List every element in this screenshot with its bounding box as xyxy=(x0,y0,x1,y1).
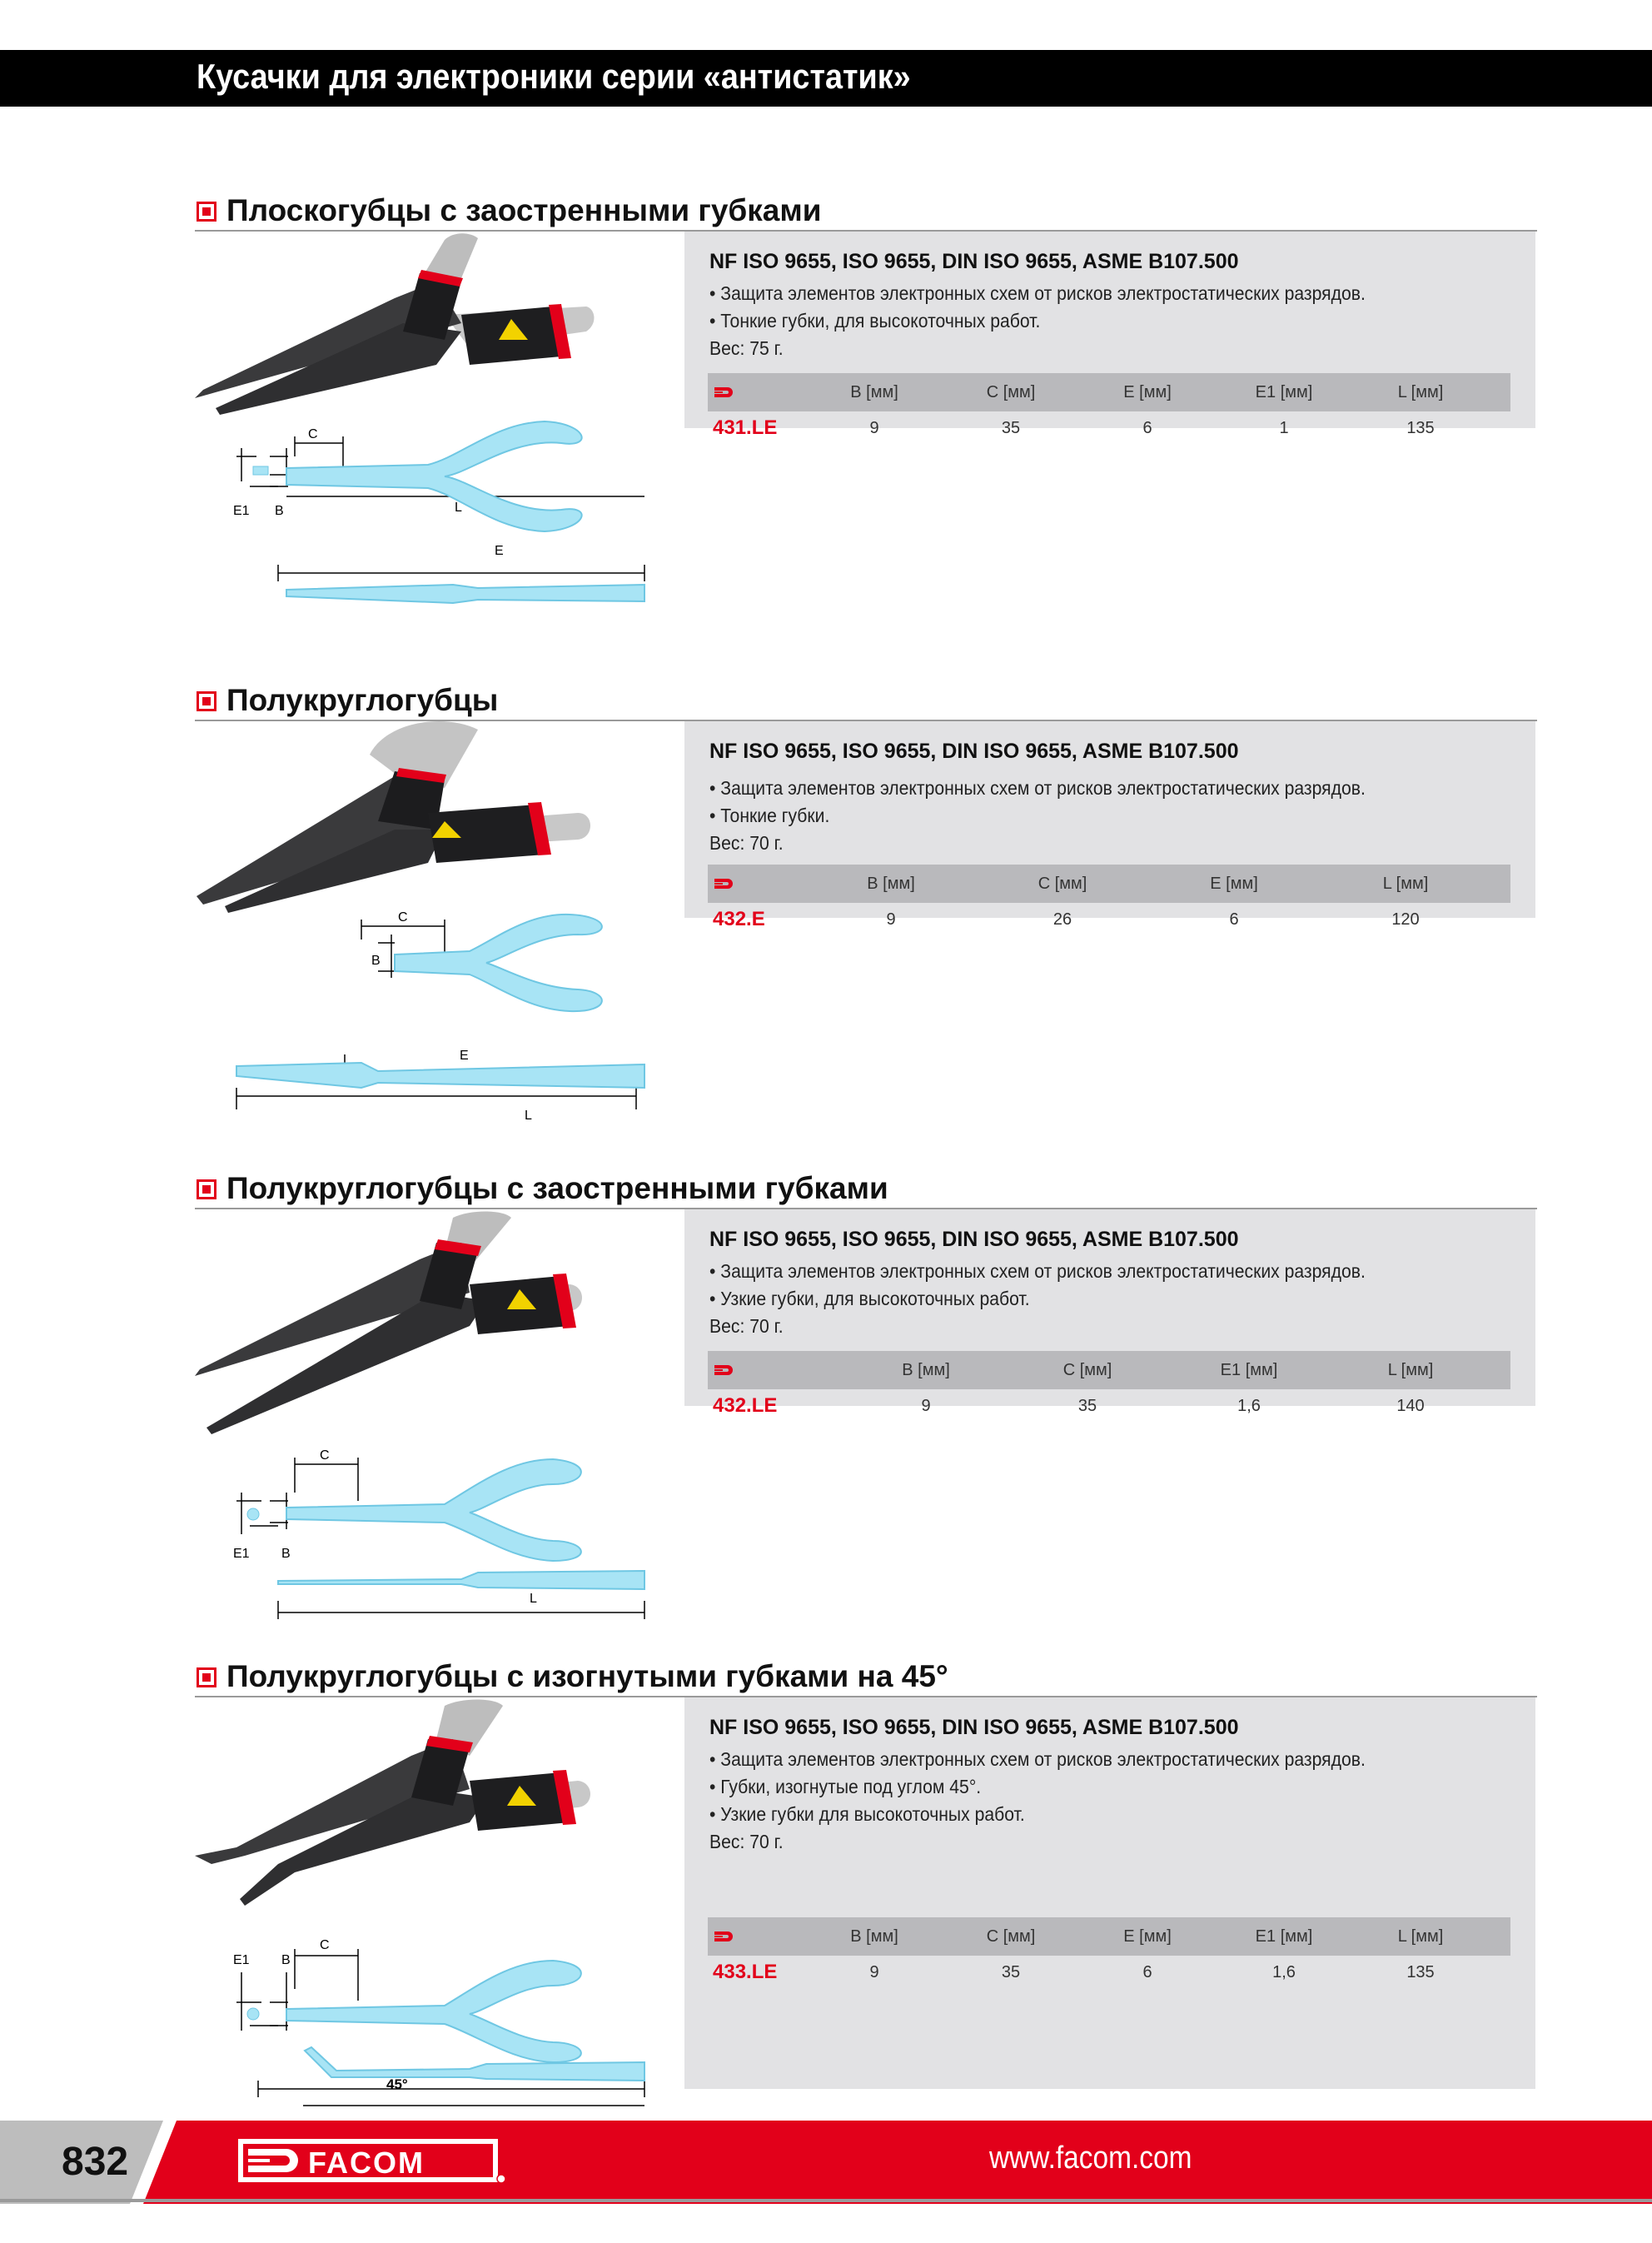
pliers-photo xyxy=(195,232,661,623)
table-cell: 6 xyxy=(1229,910,1239,929)
description xyxy=(709,1258,1422,1340)
column-header: E [мм] xyxy=(1123,383,1172,401)
product-illustration xyxy=(195,721,661,1123)
column-header: C [мм] xyxy=(986,383,1036,401)
column-header: E1 [мм] xyxy=(1255,1927,1313,1946)
column-header: L [мм] xyxy=(1382,875,1429,893)
column-header: C [мм] xyxy=(1062,1361,1112,1379)
product-ref-link[interactable]: 432.LE xyxy=(713,1394,778,1417)
spec-table xyxy=(708,865,1510,936)
product-section-432le xyxy=(0,1171,1652,1607)
svg-text:E1: E1 xyxy=(233,504,250,518)
section-header xyxy=(195,1659,1537,1697)
product-illustration xyxy=(195,1697,661,2101)
svg-text:B: B xyxy=(371,954,381,968)
column-header: B [мм] xyxy=(867,875,915,893)
product-section-431 xyxy=(0,193,1652,630)
description xyxy=(709,775,1422,857)
facom-logo-icon xyxy=(713,1930,736,1943)
table-row xyxy=(708,1956,1510,1989)
svg-text:E: E xyxy=(495,544,504,558)
svg-text:L: L xyxy=(525,1109,532,1123)
product-ref-link[interactable]: 432.E xyxy=(713,908,765,930)
column-header: L [мм] xyxy=(1387,1361,1434,1379)
svg-text:E1: E1 xyxy=(233,1547,250,1561)
spec-table xyxy=(708,1351,1510,1423)
column-header: E [мм] xyxy=(1210,875,1258,893)
table-header xyxy=(708,865,1510,903)
product-ref-link[interactable]: 433.LE xyxy=(713,1961,778,1983)
svg-text:B: B xyxy=(281,1953,291,1967)
svg-text:C: C xyxy=(308,427,318,441)
table-row xyxy=(708,411,1510,445)
product-section-433le xyxy=(0,1659,1652,2112)
page-title-bar xyxy=(0,50,1652,107)
column-header: E1 [мм] xyxy=(1220,1361,1278,1379)
svg-text:B: B xyxy=(281,1547,291,1561)
facom-logo[interactable] xyxy=(236,2137,508,2186)
standard-line: NF ISO 9655, ISO 9655, DIN ISO 9655, ASME B107.500 xyxy=(709,740,1239,763)
spec-table xyxy=(708,373,1510,445)
svg-text:B: B xyxy=(275,504,284,518)
red-square-bullet-icon xyxy=(197,1667,216,1687)
product-illustration xyxy=(195,232,661,627)
table-header xyxy=(708,1917,1510,1956)
facom-logo-icon xyxy=(713,1363,736,1377)
section-header xyxy=(195,683,1537,721)
table-cell: 1 xyxy=(1279,419,1289,437)
column-header: E [мм] xyxy=(1123,1927,1172,1946)
section-title: Плоскогубцы с заостренными губками xyxy=(226,193,822,227)
table-cell: 1,6 xyxy=(1237,1397,1261,1415)
table-cell: 9 xyxy=(869,1963,879,1981)
section-title: Полукруглогубцы с заостренными губками xyxy=(226,1171,888,1205)
pliers-photo xyxy=(195,1697,661,2097)
red-square-bullet-icon xyxy=(197,1179,216,1199)
spec-panel xyxy=(684,1697,1535,2089)
svg-text:L: L xyxy=(455,501,462,515)
description-line: • Защита элементов электронных схем от рисков электростатических разрядов. xyxy=(709,1748,1366,1770)
product-section-432e xyxy=(0,683,1652,1123)
svg-text:C: C xyxy=(320,1448,330,1463)
svg-text:E1: E1 xyxy=(233,1953,250,1967)
description-line: • Защита элементов электронных схем от рисков электростатических разрядов. xyxy=(709,1260,1366,1282)
spec-panel xyxy=(684,232,1535,439)
column-header: B [мм] xyxy=(902,1361,950,1379)
spec-table xyxy=(708,1917,1510,1989)
pliers-photo xyxy=(195,721,661,1123)
product-illustration xyxy=(195,1209,661,1605)
description-line: • Губки, изогнутые под углом 45°. xyxy=(709,1776,982,1797)
description-line: • Защита элементов электронных схем от рисков электростатических разрядов. xyxy=(709,282,1366,304)
column-header: L [мм] xyxy=(1397,1927,1444,1946)
spec-panel xyxy=(684,721,1535,930)
standard-line: NF ISO 9655, ISO 9655, DIN ISO 9655, ASME B107.500 xyxy=(709,250,1239,273)
svg-text:E: E xyxy=(460,1049,469,1063)
table-cell: 9 xyxy=(921,1397,931,1415)
description xyxy=(709,280,1422,362)
description-line: Вес: 70 г. xyxy=(709,1831,784,1852)
column-header: B [мм] xyxy=(850,1927,898,1946)
table-cell: 35 xyxy=(1001,419,1021,437)
section-header xyxy=(195,193,1537,232)
pliers-photo xyxy=(195,1209,661,1606)
svg-text:L: L xyxy=(530,1592,537,1606)
standard-line: NF ISO 9655, ISO 9655, DIN ISO 9655, ASME B107.500 xyxy=(709,1228,1239,1251)
table-cell: 1,6 xyxy=(1272,1963,1296,1981)
website-link[interactable]: www.facom.com xyxy=(989,2141,1192,2176)
column-header: B [мм] xyxy=(850,383,898,401)
svg-text:45°: 45° xyxy=(386,2076,408,2092)
product-ref-link[interactable]: 431.LE xyxy=(713,416,778,439)
red-square-bullet-icon xyxy=(197,691,216,711)
table-cell: 26 xyxy=(1052,910,1072,929)
description-line: • Узкие губки, для высокоточных работ. xyxy=(709,1288,1030,1309)
page-number: 832 xyxy=(62,2140,129,2184)
section-title: Полукруглогубцы с изогнутыми губками на 45° xyxy=(226,1659,948,1693)
section-title: Полукруглогубцы xyxy=(226,683,499,717)
table-cell: 135 xyxy=(1406,1963,1435,1981)
description-line: Вес: 75 г. xyxy=(709,337,784,359)
description-line: • Защита элементов электронных схем от рисков электростатических разрядов. xyxy=(709,777,1366,799)
column-header: E1 [мм] xyxy=(1255,383,1313,401)
page-title: Кусачки для электроники серии «антистатик» xyxy=(197,57,911,96)
column-header: C [мм] xyxy=(1037,875,1087,893)
description xyxy=(709,1746,1422,1856)
section-header xyxy=(195,1171,1537,1209)
description-line: • Тонкие губки. xyxy=(709,805,830,826)
spec-panel xyxy=(684,1209,1535,1417)
table-cell: 35 xyxy=(1001,1963,1021,1981)
table-header xyxy=(708,373,1510,411)
table-cell: 6 xyxy=(1142,1963,1152,1981)
table-cell: 9 xyxy=(886,910,896,929)
table-row xyxy=(708,903,1510,936)
description-line: Вес: 70 г. xyxy=(709,1315,784,1337)
table-row xyxy=(708,1389,1510,1423)
svg-text:C: C xyxy=(320,1938,330,1952)
description-line: Вес: 70 г. xyxy=(709,832,784,854)
description-line: • Тонкие губки, для высокоточных работ. xyxy=(709,310,1041,331)
description-line: • Узкие губки для высокоточных работ. xyxy=(709,1803,1025,1825)
column-header: C [мм] xyxy=(986,1927,1036,1946)
facom-logo-icon xyxy=(713,386,736,399)
table-cell: 9 xyxy=(869,419,879,437)
standard-line: NF ISO 9655, ISO 9655, DIN ISO 9655, ASME B107.500 xyxy=(709,1716,1239,1739)
svg-text:C: C xyxy=(398,910,408,925)
table-cell: 35 xyxy=(1077,1397,1097,1415)
table-header xyxy=(708,1351,1510,1389)
facom-logo-icon xyxy=(713,877,736,890)
brand-name: FACOM xyxy=(308,2146,425,2180)
red-square-bullet-icon xyxy=(197,202,216,222)
column-header: L [мм] xyxy=(1397,383,1444,401)
table-cell: 135 xyxy=(1406,419,1435,437)
table-cell: 140 xyxy=(1396,1397,1425,1415)
table-cell: 120 xyxy=(1391,910,1420,929)
table-cell: 6 xyxy=(1142,419,1152,437)
